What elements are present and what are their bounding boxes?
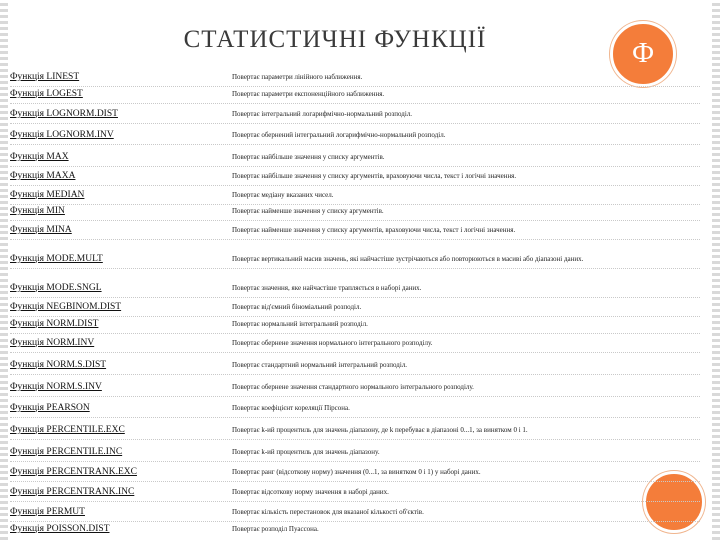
function-link[interactable]: Функція MINA [10, 225, 72, 235]
left-edge-pattern [0, 0, 8, 540]
row-separator [10, 103, 700, 104]
function-description: Повертає нормальний інтегральний розподіл. [232, 320, 368, 328]
function-link[interactable]: Функція PERCENTILE.INC [10, 447, 123, 457]
function-row [10, 467, 700, 481]
function-row [10, 72, 700, 86]
row-separator [10, 166, 700, 167]
function-row [10, 302, 700, 316]
row-separator [10, 417, 700, 418]
function-row [10, 283, 700, 297]
row-separator [10, 352, 700, 353]
function-link[interactable]: Функція MEDIAN [10, 190, 85, 200]
function-link[interactable]: Функція PERCENTILE.EXC [10, 425, 125, 435]
function-description: Повертає медіану вказаних чисел. [232, 191, 334, 199]
function-description: Повертає параметри лінійного наближення. [232, 73, 363, 81]
row-separator [10, 123, 700, 124]
function-link[interactable]: Функція PERCENTRANK.INC [10, 487, 135, 497]
function-link[interactable]: Функція NEGBINOM.DIST [10, 302, 122, 312]
row-separator [10, 297, 700, 298]
right-edge-pattern [712, 0, 720, 540]
function-description: Повертає k-ий процентиль для значень діапазону. [232, 448, 380, 456]
row-separator [10, 86, 700, 87]
row-separator [10, 461, 700, 462]
function-row [10, 109, 700, 123]
function-description: Повертає k-ий процентиль для значень діапазону, де k перебуває в діапазоні 0...1, за винятком 0 і 1. [232, 426, 528, 434]
function-row [10, 190, 700, 204]
function-row [10, 254, 700, 268]
row-separator [10, 316, 700, 317]
row-separator [10, 374, 700, 375]
function-description: Повертає від'ємний біноміальний розподіл. [232, 303, 362, 311]
function-description: Повертає ранг (відсоткову норму) значення (0...1, за винятком 0 і 1) у наборі даних. [232, 468, 481, 476]
function-link[interactable]: Функція LOGEST [10, 89, 83, 99]
row-separator [10, 204, 700, 205]
function-row [10, 225, 700, 239]
function-description: Повертає вертикальний масив значень, які найчастіше зустрічаються або повторюються в масиві або діапазоні даних. [232, 255, 584, 263]
letter-badge: Ф [610, 21, 676, 87]
function-description: Повертає найменше значення у списку аргументів. [232, 207, 384, 215]
function-link[interactable]: Функція LINEST [10, 72, 80, 82]
function-link[interactable]: Функція MAX [10, 152, 69, 162]
function-description: Повертає інтегральний логарифмічно-нормальний розподіл. [232, 110, 413, 118]
row-separator [10, 268, 700, 269]
function-description: Повертає значення, яке найчастіше трапляється в наборі даних. [232, 284, 422, 292]
function-link[interactable]: Функція PERMUT [10, 507, 85, 517]
function-link[interactable]: Функція PEARSON [10, 403, 90, 413]
row-separator [10, 521, 700, 522]
function-description: Повертає коефіцієнт кореляції Пірсона. [232, 404, 350, 412]
function-row [10, 152, 700, 166]
function-row [10, 360, 700, 374]
function-description: Повертає розподіл Пуассона. [232, 525, 319, 533]
function-description: Повертає стандартний нормальний інтегральний розподіл. [232, 361, 408, 369]
function-link[interactable]: Функція NORM.INV [10, 338, 95, 348]
row-separator [10, 239, 700, 240]
function-row [10, 338, 700, 352]
function-description: Повертає найбільше значення у списку аргументів. [232, 153, 385, 161]
function-row [10, 382, 700, 396]
function-row [10, 524, 700, 538]
function-link[interactable]: Функція LOGNORM.DIST [10, 109, 118, 119]
function-link[interactable]: Функція PERCENTRANK.EXC [10, 467, 137, 477]
function-row [10, 425, 700, 439]
function-link[interactable]: Функція MODE.SNGL [10, 283, 102, 293]
function-link[interactable]: Функція LOGNORM.INV [10, 130, 114, 140]
function-row [10, 130, 700, 144]
function-link[interactable]: Функція NORM.DIST [10, 319, 99, 329]
function-description: Повертає параметри експоненційного наближення. [232, 90, 385, 98]
row-separator [10, 185, 700, 186]
function-link[interactable]: Функція MIN [10, 206, 65, 216]
row-separator [10, 481, 700, 482]
row-separator [10, 333, 700, 334]
function-row [10, 487, 700, 501]
function-link[interactable]: Функція POISSON.DIST [10, 524, 110, 534]
function-link[interactable]: Функція MAXA [10, 171, 76, 181]
row-separator [10, 396, 700, 397]
function-row [10, 319, 700, 333]
function-description: Повертає найбільше значення у списку аргументів, враховуючи числа, текст і логічні значення. [232, 172, 517, 180]
function-row [10, 89, 700, 103]
function-link[interactable]: Функція NORM.S.INV [10, 382, 102, 392]
row-separator [10, 220, 700, 221]
function-description: Повертає обернений інтегральний логарифмічно-нормальний розподіл. [232, 131, 446, 139]
function-description: Повертає обернене значення стандартного нормального інтегрального розподілу. [232, 383, 474, 391]
function-link[interactable]: Функція NORM.S.DIST [10, 360, 107, 370]
function-row [10, 403, 700, 417]
function-description: Повертає кількість перестановок для вказаної кількості об'єктів. [232, 508, 424, 516]
function-row [10, 206, 700, 220]
row-separator [10, 144, 700, 145]
row-separator [10, 501, 700, 502]
page-title: СТАТИСТИЧНІ ФУНКЦІЇ [183, 26, 487, 53]
function-row [10, 171, 700, 185]
function-description: Повертає найменше значення у списку аргументів, враховуючи числа, текст і логічні значення. [232, 226, 516, 234]
function-link[interactable]: Функція MODE.MULT [10, 254, 103, 264]
function-row [10, 447, 700, 461]
function-description: Повертає відсоткову норму значення в наборі даних. [232, 488, 389, 496]
function-description: Повертає обернене значення нормального інтегрального розподілу. [232, 339, 433, 347]
row-separator [10, 439, 700, 440]
function-row [10, 507, 700, 521]
